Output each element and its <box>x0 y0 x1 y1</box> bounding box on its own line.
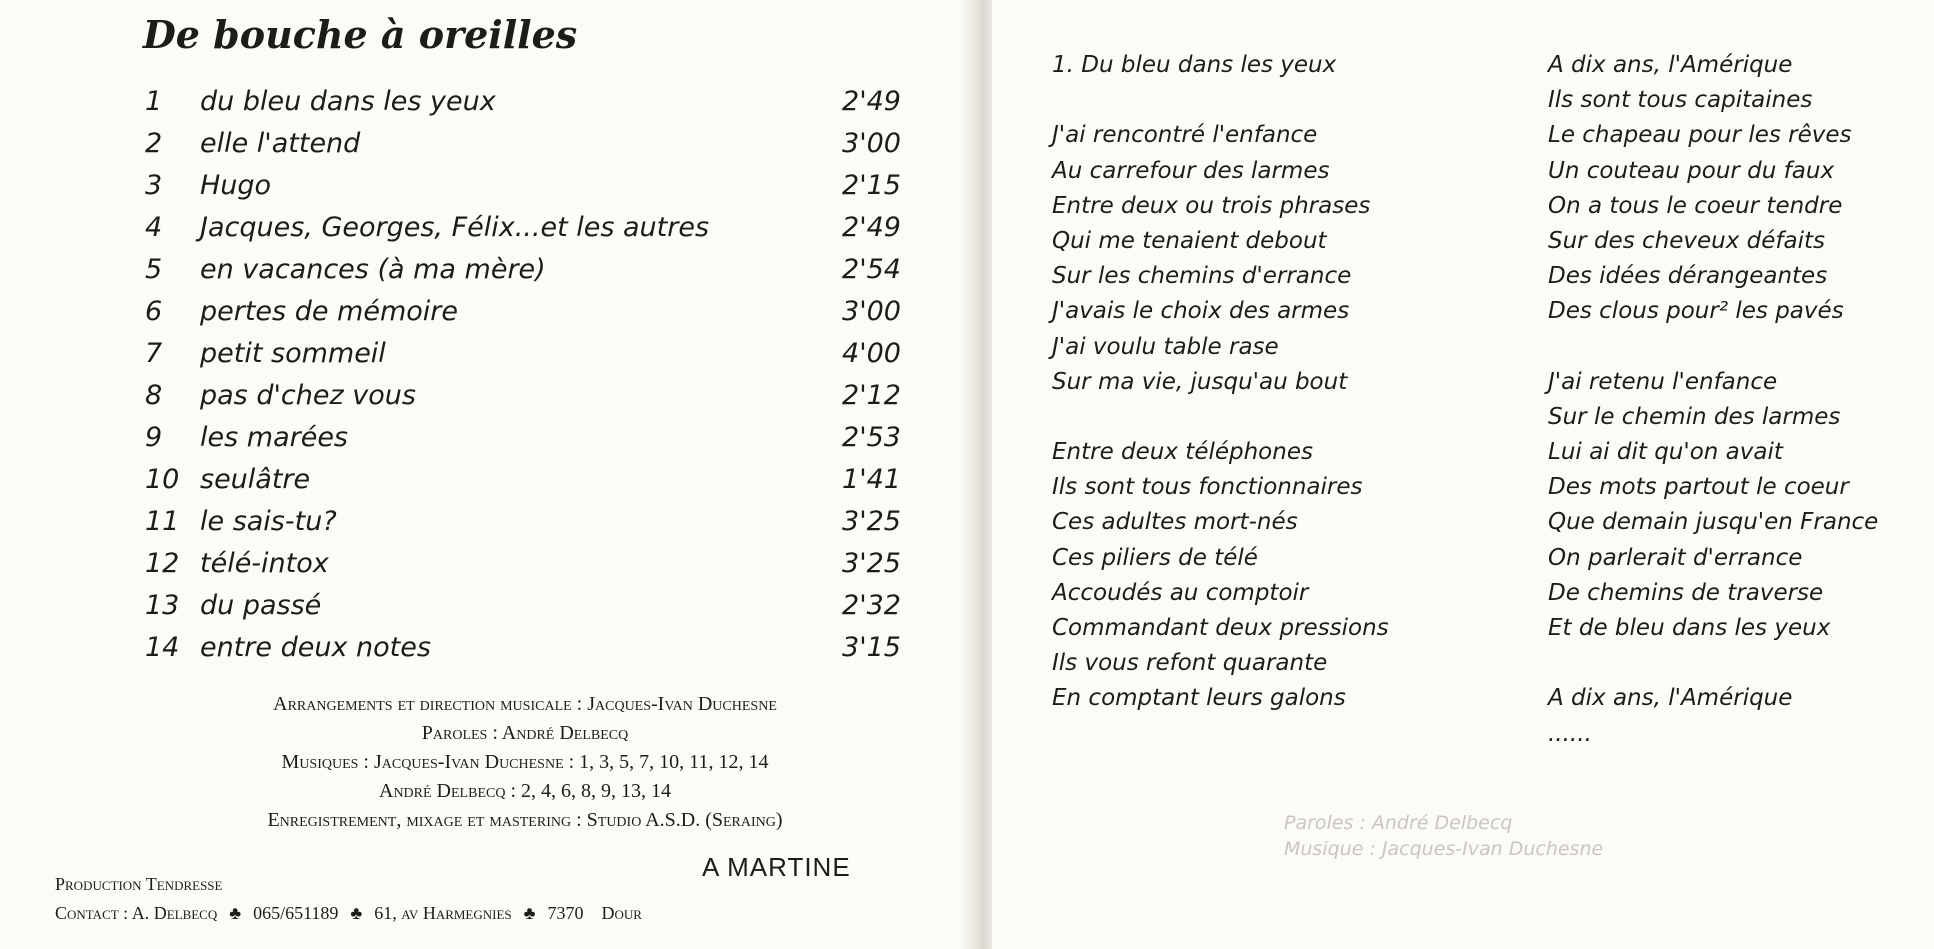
faint-paroles: Paroles : André Delbecq <box>1284 812 1513 834</box>
track-number: 11 <box>145 506 180 537</box>
track-row <box>145 548 905 590</box>
lyric-line: Lui ai dit qu'on avait <box>1548 439 1783 466</box>
track-list <box>145 86 905 674</box>
track-row <box>145 212 905 254</box>
faint-musique: Musique : Jacques-Ivan Duchesne <box>1284 838 1604 860</box>
track-row <box>145 506 905 548</box>
credit-paroles: Paroles : André Delbecq <box>421 722 629 744</box>
lyric-line: Un couteau pour du faux <box>1548 157 1835 184</box>
lyric-line: Sur ma vie, jusqu'au bout <box>1052 368 1348 395</box>
track-title: entre deux notes <box>200 632 431 663</box>
contact-row <box>55 899 642 928</box>
track-duration: 2'12 <box>842 380 901 411</box>
lyric-line: Ces piliers de télé <box>1052 544 1258 571</box>
track-title: du bleu dans les yeux <box>200 86 496 117</box>
lyric-line: Entre deux téléphones <box>1052 439 1313 466</box>
track-number: 10 <box>145 464 180 495</box>
club-icon: ♣ <box>350 903 363 923</box>
faint-credits <box>1284 810 1603 862</box>
lyric-line: Ils sont tous fonctionnaires <box>1052 474 1363 501</box>
track-duration: 3'15 <box>842 632 901 663</box>
lyric-line: Et de bleu dans les yeux <box>1548 615 1831 641</box>
track-title: seulâtre <box>200 464 311 495</box>
lyric-line: Entre deux ou trois phrases <box>1052 192 1371 219</box>
track-duration: 3'00 <box>842 296 901 327</box>
credit-arrangements: Arrangements et direction musicale : Jacques-Ivan Duchesne <box>273 693 777 715</box>
contact-city: Dour <box>601 903 642 923</box>
track-title: elle l'attend <box>200 128 361 159</box>
lyric-line: Qui me tenaient debout <box>1052 227 1327 254</box>
lyric-line: J'ai voulu table rase <box>1052 333 1279 360</box>
track-number: 9 <box>145 422 163 453</box>
production-label: Production Tendresse <box>55 874 223 894</box>
contact-name: Contact : A. Delbecq <box>55 903 218 923</box>
track-number: 2 <box>145 128 163 159</box>
track-number: 8 <box>145 380 163 411</box>
track-duration: 3'25 <box>842 506 901 537</box>
track-row <box>145 632 905 674</box>
track-number: 13 <box>145 590 180 621</box>
track-duration: 3'00 <box>842 128 901 159</box>
track-title: les marées <box>200 422 348 453</box>
track-title: Hugo <box>200 170 272 201</box>
track-duration: 3'25 <box>842 548 901 579</box>
track-row <box>145 590 905 632</box>
lyric-line: En comptant leurs galons <box>1052 685 1346 712</box>
lyric-line: Des mots partout le coeur <box>1548 474 1849 501</box>
lyric-line: Ils sont tous capitaines <box>1548 87 1813 114</box>
track-title: en vacances (à ma mère) <box>200 254 546 285</box>
track-number: 5 <box>145 254 163 285</box>
credit-musiques-1: Musiques : Jacques-Ivan Duchesne : 1, 3, 5, 7, 10, 11, 12, 14 <box>281 751 769 773</box>
lyric-line: A dix ans, l'Amérique <box>1548 685 1793 712</box>
contact-address: 61, av Harmegnies <box>374 903 512 923</box>
track-number: 12 <box>145 548 180 579</box>
lyric-line: A dix ans, l'Amérique <box>1548 52 1793 78</box>
lyric-line: Ces adultes mort-nés <box>1052 509 1298 536</box>
song-heading: 1. Du bleu dans les yeux <box>1052 52 1337 78</box>
lyric-line: J'avais le choix des armes <box>1052 298 1350 325</box>
lyric-line: ...... <box>1548 720 1592 747</box>
track-title: pas d'chez vous <box>200 380 416 411</box>
lyric-line: On a tous le coeur tendre <box>1548 192 1843 219</box>
club-icon: ♣ <box>229 903 242 923</box>
track-row <box>145 380 905 422</box>
track-duration: 2'32 <box>842 590 901 621</box>
lyric-line: Au carrefour des larmes <box>1052 157 1330 184</box>
track-row <box>145 464 905 506</box>
track-duration: 2'54 <box>842 254 901 285</box>
dedication: A MARTINE <box>702 852 851 882</box>
track-number: 6 <box>145 296 163 327</box>
album-title: De bouche à oreilles <box>142 12 578 57</box>
track-duration: 1'41 <box>842 464 901 495</box>
contact-phone: 065/651189 <box>253 903 339 923</box>
track-number: 3 <box>145 170 163 201</box>
track-row <box>145 422 905 464</box>
lyric-line: Accoudés au comptoir <box>1052 579 1309 606</box>
track-duration: 2'53 <box>842 422 901 453</box>
track-title: Jacques, Georges, Félix...et les autres <box>200 212 710 243</box>
lyric-line: Sur le chemin des larmes <box>1548 403 1841 430</box>
track-title: télé-intox <box>200 548 329 579</box>
track-duration: 2'15 <box>842 170 901 201</box>
lyric-line: Sur les chemins d'errance <box>1052 263 1352 290</box>
track-row <box>145 170 905 212</box>
track-title: du passé <box>200 590 322 621</box>
lyric-line: Sur des cheveux défaits <box>1548 227 1825 254</box>
lyric-line: De chemins de traverse <box>1548 579 1824 606</box>
lyric-line: J'ai rencontré l'enfance <box>1052 122 1318 149</box>
club-icon: ♣ <box>523 903 536 923</box>
lyric-line: On parlerait d'errance <box>1548 544 1803 571</box>
right-panel-lyrics <box>992 0 1934 949</box>
track-row <box>145 254 905 296</box>
track-title: pertes de mémoire <box>200 296 458 327</box>
track-title: petit sommeil <box>200 338 386 369</box>
track-duration: 2'49 <box>842 86 901 117</box>
track-duration: 4'00 <box>842 338 901 369</box>
track-number: 4 <box>145 212 163 243</box>
lyric-line: J'ai retenu l'enfance <box>1548 368 1778 395</box>
track-row <box>145 338 905 380</box>
credit-musiques-2: André Delbecq : 2, 4, 6, 8, 9, 13, 14 <box>379 780 671 802</box>
track-row <box>145 296 905 338</box>
track-title: le sais-tu? <box>200 506 337 537</box>
track-number: 14 <box>145 632 180 663</box>
lyric-line: Des idées dérangeantes <box>1548 263 1828 290</box>
footer-contact <box>55 870 642 928</box>
lyric-line: Commandant deux pressions <box>1052 615 1389 641</box>
lyric-line: Des clous pour² les pavés <box>1548 298 1844 325</box>
lyric-line: Ils vous refont quarante <box>1052 650 1328 677</box>
track-row <box>145 128 905 170</box>
track-row <box>145 86 905 128</box>
lyrics-column-1 <box>1052 48 1389 717</box>
lyric-line: Le chapeau pour les rêves <box>1548 122 1852 149</box>
contact-postcode: 7370 <box>547 903 584 923</box>
track-number: 1 <box>145 86 163 117</box>
lyric-line: Que demain jusqu'en France <box>1548 509 1879 536</box>
credit-enregistrement: Enregistrement, mixage et mastering : Studio A.S.D. (Seraing) <box>267 809 783 831</box>
track-number: 7 <box>145 338 163 369</box>
lyrics-column-2 <box>1548 48 1878 752</box>
credits <box>150 690 900 835</box>
track-duration: 2'49 <box>842 212 901 243</box>
